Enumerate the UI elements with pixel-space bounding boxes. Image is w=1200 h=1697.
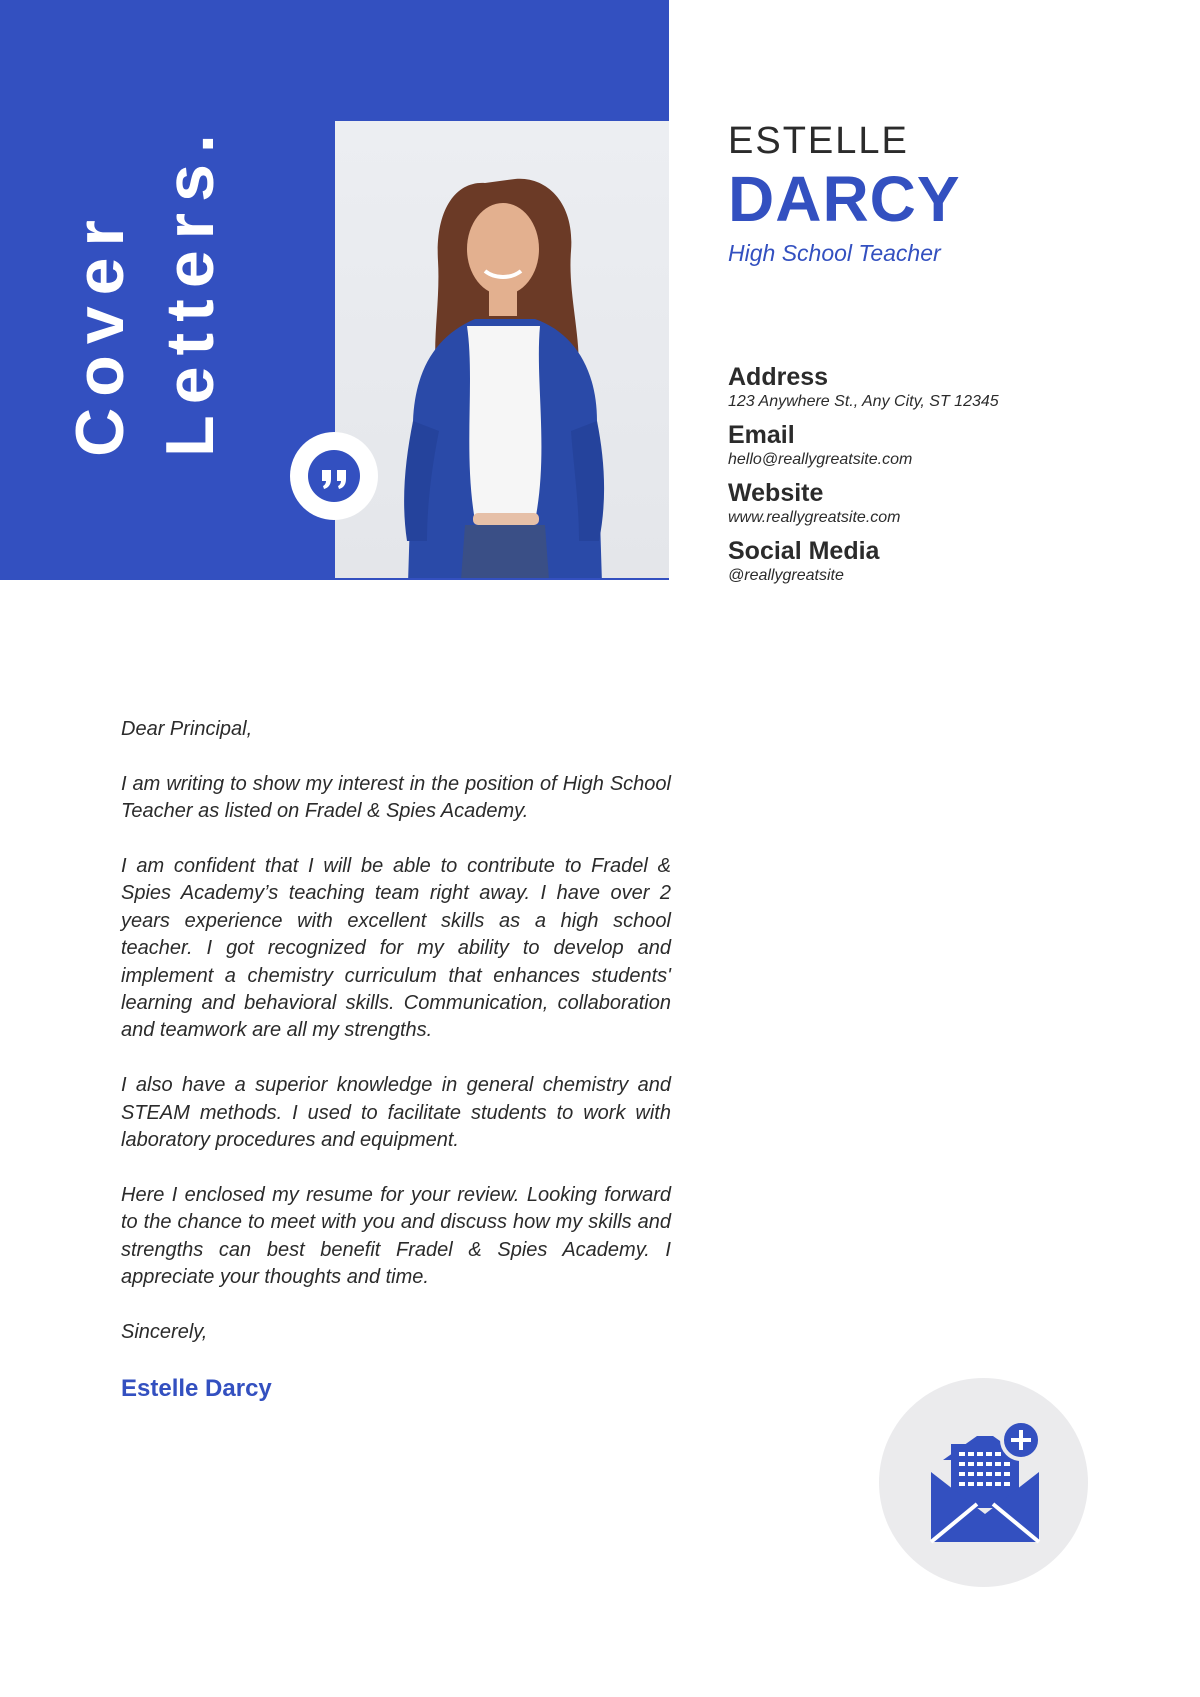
letter-paragraph: I also have a superior knowledge in general chemistry and STEAM methods. I used to facilitate students to work with laboratory procedures and equipment.: [121, 1074, 671, 1152]
contact-email: [728, 420, 999, 470]
letter-body: [121, 716, 671, 1404]
quote-badge: [290, 432, 378, 520]
contact-value: hello@reallygreatsite.com: [728, 451, 913, 468]
salutation: Dear Principal,: [121, 718, 253, 740]
last-name: DARCY: [728, 163, 961, 235]
portrait-photo: [335, 121, 669, 580]
contact-address: [728, 362, 999, 412]
contact-label: Website: [728, 479, 824, 507]
first-name: ESTELLE: [728, 120, 909, 162]
contact-label: Email: [728, 421, 795, 449]
contact-info: [728, 362, 999, 594]
profile-photo: [335, 121, 669, 580]
title-line-1: Cover: [62, 209, 138, 457]
signature: Estelle Darcy: [121, 1374, 272, 1402]
contact-label: Social Media: [728, 537, 880, 565]
name-header: [728, 118, 961, 267]
mail-badge: [879, 1378, 1088, 1587]
mail-plus-icon: [919, 1418, 1049, 1548]
contact-value: www.reallygreatsite.com: [728, 509, 901, 526]
quote-icon: [308, 450, 360, 502]
letter-paragraph: I am writing to show my interest in the position of High School Teacher as listed on Fradel & Spies Academy.: [121, 772, 671, 823]
letter-paragraph: Here I enclosed my resume for your review. Looking forward to the chance to meet with you and discuss how my skills and strengths can best benefit Fradel & Spies Academy. I appreciate your thoughts and time.: [121, 1183, 671, 1289]
contact-website: [728, 478, 999, 528]
contact-value: 123 Anywhere St., Any City, ST 12345: [728, 393, 999, 410]
letter-paragraph: I am confident that I will be able to contribute to Fradel & Spies Academy’s teaching team right away. I have over 2 years experience with excellent skills as a high school teacher. I got recognized for my ability to develop and implement a chemistry curriculum that enhances students' learning and behavioral skills. Communication, collaboration and teamwork are all my strengths.: [121, 855, 671, 1042]
contact-social: [728, 536, 999, 586]
title-line-2: Letters.: [152, 123, 228, 457]
contact-value: @reallygreatsite: [728, 567, 844, 584]
job-title: High School Teacher: [728, 240, 941, 266]
cover-letters-title: [55, 123, 235, 457]
closing: Sincerely,: [121, 1320, 208, 1343]
contact-label: Address: [728, 363, 829, 391]
